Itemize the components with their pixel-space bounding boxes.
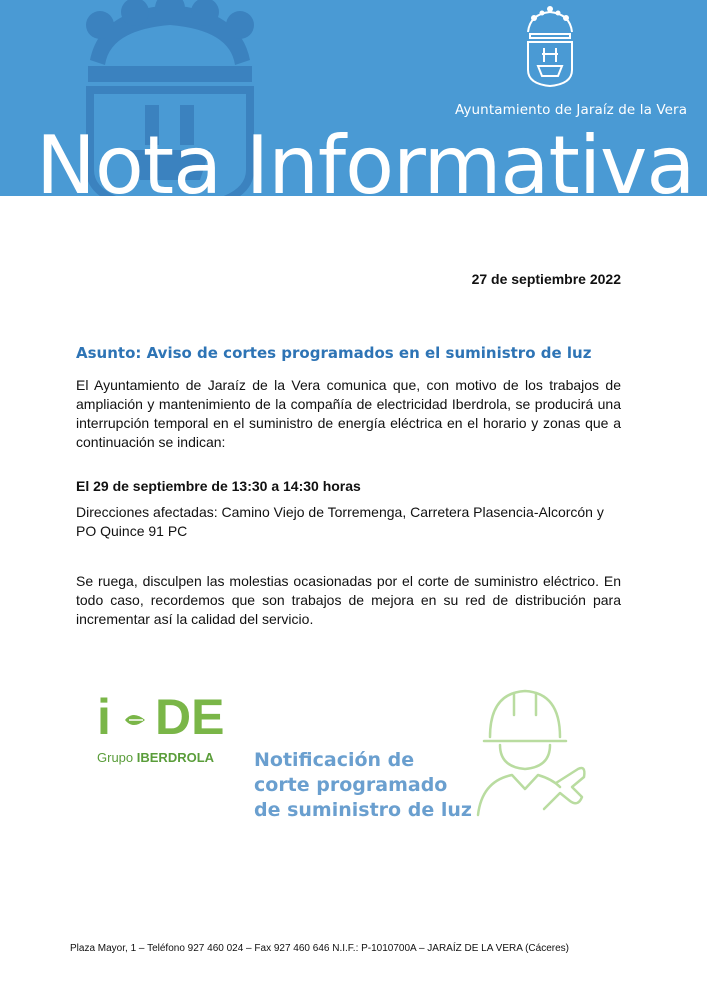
logo-letter-i: i xyxy=(97,689,111,745)
closing-paragraph: Se ruega, disculpen las molestias ocasionadas por el corte de suministro eléctrico. En todo caso, recordemos que son trabajos de mejora en su red de distribución para incrementar así la calidad del servicio. xyxy=(76,573,621,627)
municipal-crest-icon xyxy=(520,4,580,88)
header-banner xyxy=(0,0,707,196)
logo-letters-de: DE xyxy=(155,689,225,745)
leaf-icon xyxy=(123,712,147,728)
organization-name: Ayuntamiento de Jaraíz de la Vera xyxy=(455,102,688,118)
outage-schedule: El 29 de septiembre de 13:30 a 14:30 horas xyxy=(76,478,361,494)
i-de-iberdrola-logo xyxy=(95,688,240,770)
intro-paragraph: El Ayuntamiento de Jaraíz de la Vera comunica que, con motivo de los trabajos de ampliación y mantenimiento de la compañía de electricidad Iberdrola, se producirá una interrupción temporal en el suministro de energía eléctrica en el horario y zonas que a continuación se indican: xyxy=(76,377,621,450)
affected-addresses: Direcciones afectadas: Camino Viejo de Torremenga, Carretera Plasencia-Alcorcón y PO Quince 91 PC xyxy=(76,504,604,539)
document-subject: Asunto: Aviso de cortes programados en el suministro de luz xyxy=(76,344,592,362)
notice-line: corte programado xyxy=(254,774,448,796)
page-title: Nota Informativa xyxy=(36,119,695,196)
logo-group-prefix: Grupo xyxy=(97,750,134,765)
notice-line: Notificación de xyxy=(254,749,415,771)
notice-line: de suministro de luz xyxy=(254,799,472,821)
worker-helmet-icon xyxy=(460,685,590,825)
logo-group-brand: IBERDROLA xyxy=(136,750,215,765)
document-date: 27 de septiembre 2022 xyxy=(471,271,621,287)
outage-notice-graphic xyxy=(254,748,472,823)
footer-contact: Plaza Mayor, 1 – Teléfono 927 460 024 – Fax 927 460 646 N.I.F.: P-1010700A – JARAÍZ DE LA VERA (Cáceres) xyxy=(70,943,569,954)
logo-group-name xyxy=(97,750,214,765)
